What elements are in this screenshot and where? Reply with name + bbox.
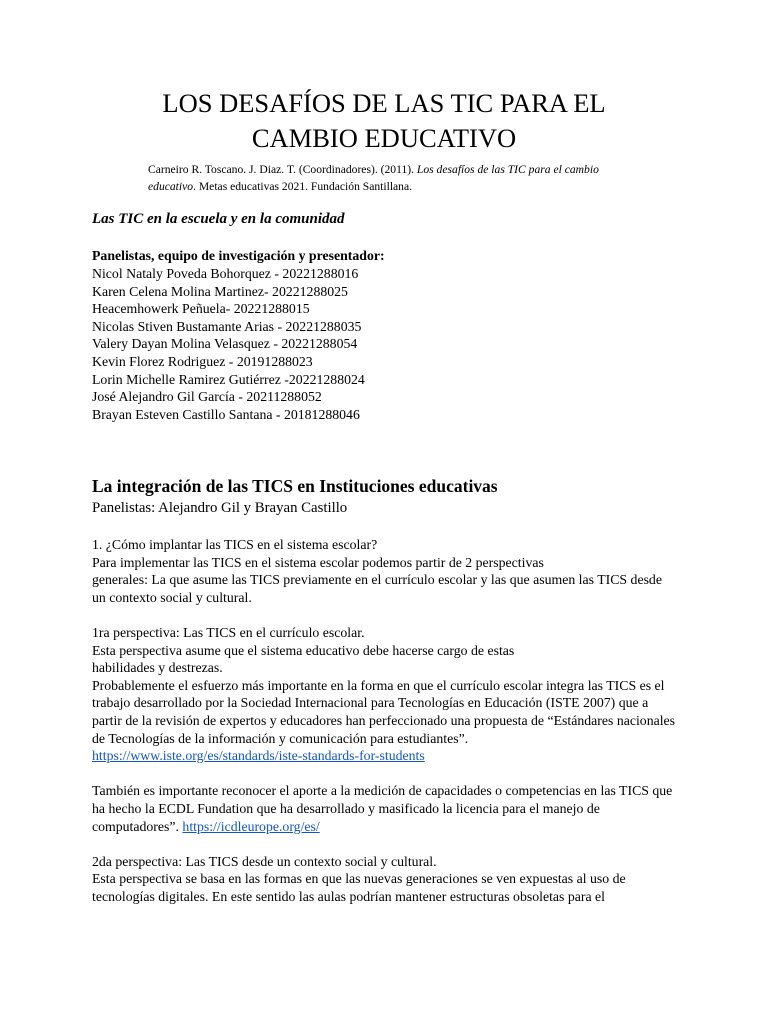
title-line-2: CAMBIO EDUCATIVO: [251, 123, 517, 153]
list-item: Valery Dayan Molina Velasquez - 20221288054: [92, 336, 358, 352]
title-line-1: LOS DESAFÍOS DE LAS TIC PARA EL: [162, 88, 606, 118]
paragraph-line: habilidades y destrezas.: [92, 660, 223, 676]
paragraph: Esta perspectiva se basa en las formas en que las nuevas generaciones se ven expuestas al uso de tecnologías digitales. En este sentido las aulas podrían mantener estructuras obsoletas para el: [92, 871, 626, 904]
paragraph: Probablemente el esfuerzo más importante en la forma en que el currículo escolar integra las TICS es el trabajo desarrollado por la Sociedad Internacional para Tecnologías en Educación (ISTE 2007) que a partir de la revisión de expertos y educadores han perfeccionado una propuesta de “Estándares nacionales de Tecnologías de la información y comunicación para estudiantes”.: [92, 677, 676, 746]
list-item: Kevin Florez Rodriguez - 20191288023: [92, 353, 313, 369]
document-title: [92, 86, 676, 156]
iste-link[interactable]: https://www.iste.org/es/standards/iste-standards-for-students: [92, 748, 425, 764]
list-item: Brayan Esteven Castillo Santana - 20181288046: [92, 406, 360, 422]
paragraph-line: Para implementar las TICS en el sistema escolar podemos partir de 2 perspectivas: [92, 554, 544, 570]
section-panelists: Panelistas: Alejandro Gil y Brayan Castillo: [92, 500, 348, 516]
citation-authors: Carneiro R. Toscano. J. Diaz. T. (Coordinadores). (2011).: [148, 163, 417, 176]
list-item: José Alejandro Gil García - 20211288052: [92, 389, 322, 405]
list-item: Karen Celena Molina Martinez- 20221288025: [92, 283, 348, 299]
list-item: Nicol Nataly Poveda Bohorquez - 20221288016: [92, 266, 359, 281]
members-list: [92, 265, 365, 423]
panelists-heading: Panelistas, equipo de investigación y presentador:: [92, 248, 385, 263]
section-heading-tic-escuela: Las TIC en la escuela y en la comunidad: [92, 211, 345, 227]
perspective-1-heading: 1ra perspectiva: Las TICS en el currículo escolar.: [92, 624, 365, 640]
citation: [148, 161, 638, 195]
paragraph-text: También es importante reconocer el aporte a la medición de capacidades o competencias en las TICS que ha hecho la ECDL Fundation que ha desarrollado y masificado la licencia para el manejo de computadores”.: [92, 783, 673, 834]
question-1: 1. ¿Cómo implantar las TICS en el sistema escolar?: [92, 537, 378, 552]
list-item: Lorin Michelle Ramirez Gutiérrez -20221288024: [92, 371, 365, 387]
document-body: [92, 536, 676, 905]
paragraph-line: Esta perspectiva asume que el sistema educativo debe hacerse cargo de estas: [92, 642, 515, 658]
icdl-link[interactable]: https://icdleurope.org/es/: [182, 818, 320, 834]
citation-rest: . Metas educativas 2021. Fundación Santillana.: [193, 180, 413, 193]
link-paragraph: [92, 747, 676, 765]
paragraph: generales: La que asume las TICS previamente en el currículo escolar y las que asumen las TICS desde un contexto social y cultural.: [92, 572, 662, 605]
perspective-2-heading: 2da perspectiva: Las TICS desde un contexto social y cultural.: [92, 853, 437, 869]
paragraph: [92, 782, 676, 835]
list-item: Nicolas Stiven Bustamante Arias - 20221288035: [92, 318, 362, 334]
list-item: Heacemhowerk Peñuela- 20221288015: [92, 301, 310, 317]
citation-book-title: Los desafíos de las TIC para el cambio educativo: [148, 163, 599, 193]
section-heading-integracion: La integración de las TICS en Instituciones educativas: [92, 476, 498, 496]
